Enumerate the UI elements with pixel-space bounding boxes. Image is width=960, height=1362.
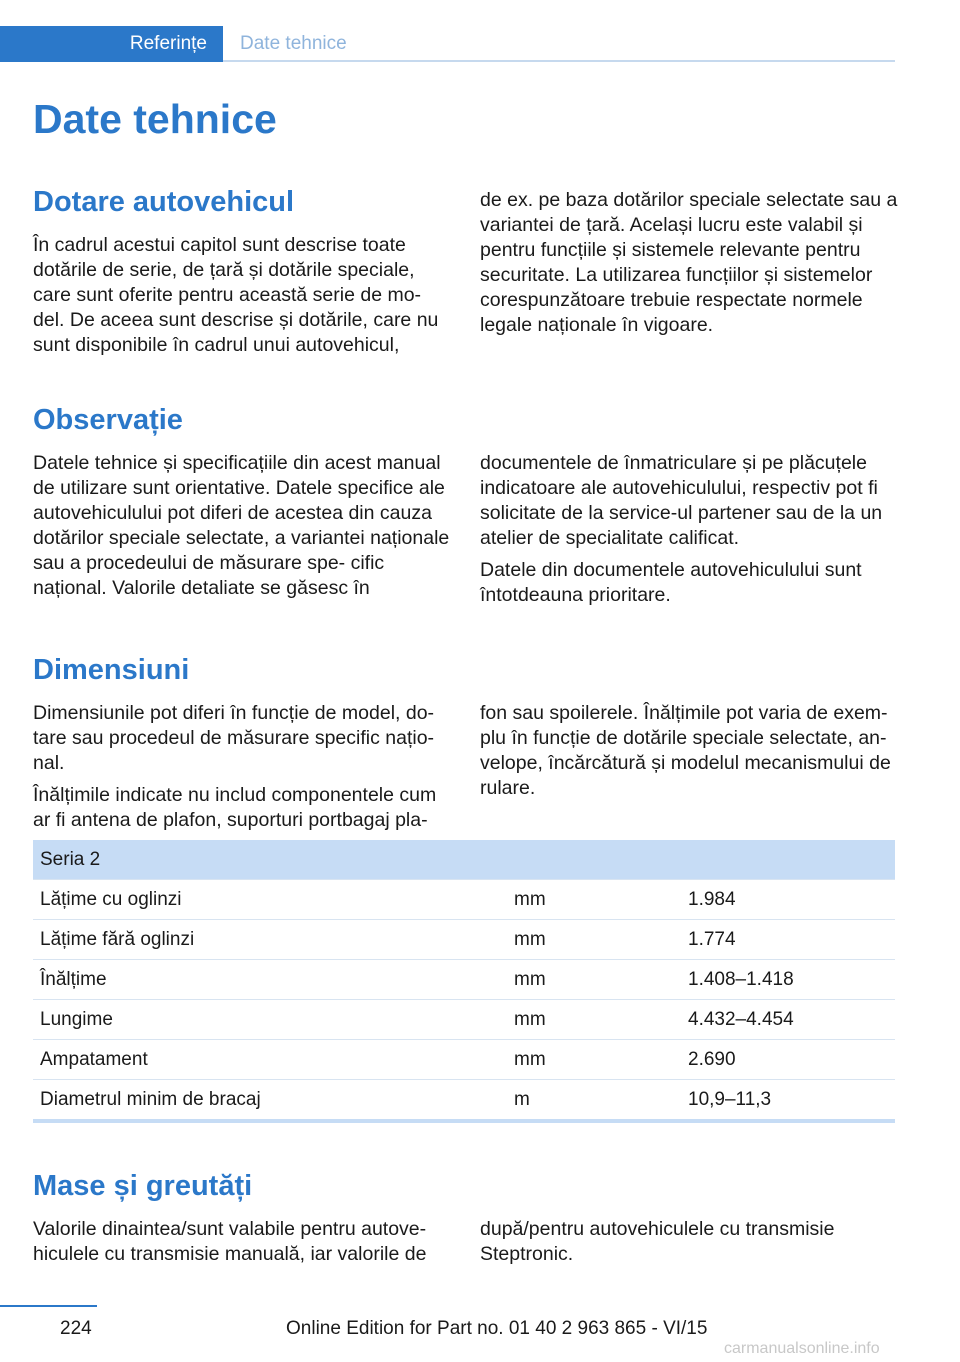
row-label: Lungime [40, 1008, 113, 1030]
table-row [33, 999, 895, 1039]
row-label: Diametrul minim de bracaj [40, 1088, 261, 1110]
watermark: carmanualsonline.info [724, 1340, 880, 1357]
table-row [33, 959, 895, 999]
dimensiuni-left-text-2: Înălțimile indicate nu includ componentele cum ar fi antena de plafon, suporturi portbagaj pla- [33, 784, 437, 831]
dimensions-table [33, 840, 895, 1123]
footer-divider [0, 1305, 97, 1307]
row-value: 1.408–1.418 [688, 968, 794, 990]
header-divider [223, 60, 895, 62]
row-unit: mm [514, 888, 546, 910]
row-value: 1.984 [688, 888, 736, 910]
row-label: Lățime cu oglinzi [40, 888, 182, 910]
dimensiuni-right-column [480, 701, 898, 801]
observatie-right-column [480, 451, 898, 608]
mase-left-column [33, 1217, 451, 1267]
dotare-right-column [480, 188, 898, 338]
edition-text: Online Edition for Part no. 01 40 2 963 865 - VI/15 [286, 1318, 708, 1339]
mase-right-text: după/pentru autovehiculele cu transmisie Steptronic. [480, 1218, 835, 1265]
dimensiuni-right-text: fon sau spoilerele. Înălțimile pot varia de exem- plu în funcție de dotările speciale selectate, an- velope, încărcătură și modelul mecanismului de rulare. [480, 702, 891, 799]
section-title-dimensiuni: Dimensiuni [33, 654, 190, 686]
row-value: 10,9–11,3 [688, 1088, 772, 1110]
row-label: Înălțime [40, 968, 107, 990]
table-row [33, 1039, 895, 1079]
observatie-left-text: Datele tehnice și specificațiile din acest manual de utilizare sunt orientative. Datele specifice ale autovehiculului pot diferi de acestea din cauza dotărilor speciale selectate, a variantei naționale sau a procedeului de măsurare spe- cific național. Valorile detaliate se găsesc în [33, 452, 450, 599]
row-value: 4.432–4.454 [688, 1008, 794, 1030]
tab-referinte[interactable]: Referințe [0, 26, 223, 62]
row-unit: mm [514, 968, 546, 990]
mase-left-text: Valorile dinaintea/sunt valabile pentru autove- hiculele cu transmisie manuală, iar valorile de [33, 1218, 427, 1265]
dotare-left-column [33, 233, 451, 358]
table-header: Seria 2 [33, 840, 895, 879]
tab-date-tehnice[interactable]: Date tehnice [240, 33, 347, 54]
observatie-right-text-2: Datele din documentele autovehiculului sunt întotdeauna prioritare. [480, 559, 862, 606]
table-bottom-border [33, 1119, 895, 1123]
row-value: 1.774 [688, 928, 736, 950]
section-title-dotare: Dotare autovehicul [33, 186, 295, 218]
mase-right-column [480, 1217, 898, 1267]
row-unit: mm [514, 1048, 546, 1070]
row-unit: mm [514, 1008, 546, 1030]
section-title-mase: Mase și greutăți [33, 1170, 253, 1202]
row-unit: mm [514, 928, 546, 950]
table-row [33, 919, 895, 959]
row-label: Ampatament [40, 1048, 148, 1070]
observatie-right-text-1: documentele de înmatriculare și pe plăcuțele indicatoare ale autovehiculului, respectiv pot fi solicitate de la service-ul partener sau de la un atelier de specialitate calificat. [480, 452, 883, 549]
row-label: Lățime fără oglinzi [40, 928, 195, 950]
header-bar [0, 26, 895, 62]
page-number: 224 [60, 1318, 92, 1339]
table-row [33, 1079, 895, 1119]
section-title-observatie: Observație [33, 404, 183, 436]
dimensiuni-left-text-1: Dimensiunile pot diferi în funcție de model, do- tare sau procedeul de măsurare specific națio- nal. [33, 702, 435, 774]
observatie-left-column [33, 451, 451, 601]
row-unit: m [514, 1088, 530, 1110]
row-value: 2.690 [688, 1048, 736, 1070]
table-row [33, 879, 895, 919]
page-title: Date tehnice [33, 96, 277, 142]
dotare-right-text: de ex. pe baza dotărilor speciale selectate sau a variantei de țară. Același lucru este valabil și pentru funcțiile și sistemele relevante pentru securitate. La utilizarea funcțiilor și sistemelor corespunzătoare trebuie respectate normele legale naționale în vigoare. [480, 189, 898, 336]
dotare-left-text: În cadrul acestui capitol sunt descrise toate dotările de serie, de țară și dotările speciale, care sunt oferite pentru această serie de mo- del. De aceea sunt descrise și dotările, care nu sunt disponibile în cadrul unui autovehicul, [33, 234, 439, 356]
dimensiuni-left-column [33, 701, 451, 833]
